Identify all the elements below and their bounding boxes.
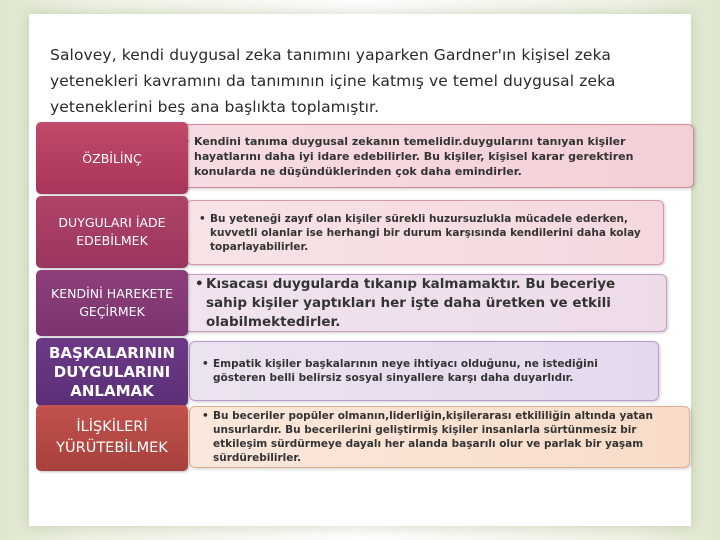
description-text: • Kısacası duygularda tıkanıp kalmamaktır. Bu beceriye sahip kişiler yaptıkları her işte daha üretken ve etkili olabilmektedirler. (195, 275, 658, 332)
category-label-text: ÖZBİLİNÇ (82, 150, 142, 166)
description-text: • Kendini tanıma duygusal zekanın temelidir.duygularını tanıyan kişiler hayatlarını daha iyi idare edebilirler. Bu kişiler, kişisel karar gerektiren konularda ne düşündüklerinden çok daha emindirler. (183, 134, 685, 179)
intro-paragraph: Salovey, kendi duygusal zeka tanımını yaparken Gardner'ın kişisel zeka yetenekleri kavramını da tanımının içine katmış ve temel duygusal zeka yeteneklerini beş ana başlıkta toplamıştır. (50, 46, 616, 116)
category-label-iliskileri (36, 405, 188, 471)
description-text: • Bu yeteneği zayıf olan kişiler sürekli huzursuzlukla mücadele ederken, kuvvetli olanlar ise herhangi bir durum karşısında kendilerini daha kolay toparlayabilirler. (199, 212, 655, 254)
description-text: • Empatik kişiler başkalarının neye ihtiyacı olduğunu, ne istediğini gösteren belli belirsiz sosyal sinyallere karşı daha duyarlıdır. (202, 357, 650, 385)
description-box-duygulari-iade (186, 200, 664, 265)
category-label-text: İLİŞKİLERİ YÜRÜTEBİLMEK (56, 419, 168, 456)
category-label-text: BAŞKALARININ DUYGULARINI ANLAMAK (48, 343, 176, 400)
description-box-ozbilinc (170, 124, 694, 188)
category-label-text: DUYGULARI İADE EDEBİLMEK (58, 215, 166, 248)
description-box-kendini-harekete (182, 274, 667, 332)
category-label-kendini-harekete (36, 270, 188, 336)
description-box-iliskileri (189, 406, 690, 468)
category-label-ozbilinc (36, 122, 188, 194)
description-box-baskalarinin (189, 341, 659, 401)
description-text: • Bu beceriler popüler olmanın,liderliğin,kişilerarası etkililiğin altında yatan unsurlardır. Bu becerilerini geliştirmiş kişiler insanlarla sürtünmesiz bir etkileşim sürdürmeye dayalı her alanda başarılı olur ve parlak bir yaşam sürdürebilirler. (202, 409, 681, 465)
category-label-text: KENDİNİ HAREKETE GEÇİRMEK (51, 286, 173, 319)
category-label-baskalarinin (36, 338, 188, 406)
category-label-duygulari-iade (36, 196, 188, 268)
